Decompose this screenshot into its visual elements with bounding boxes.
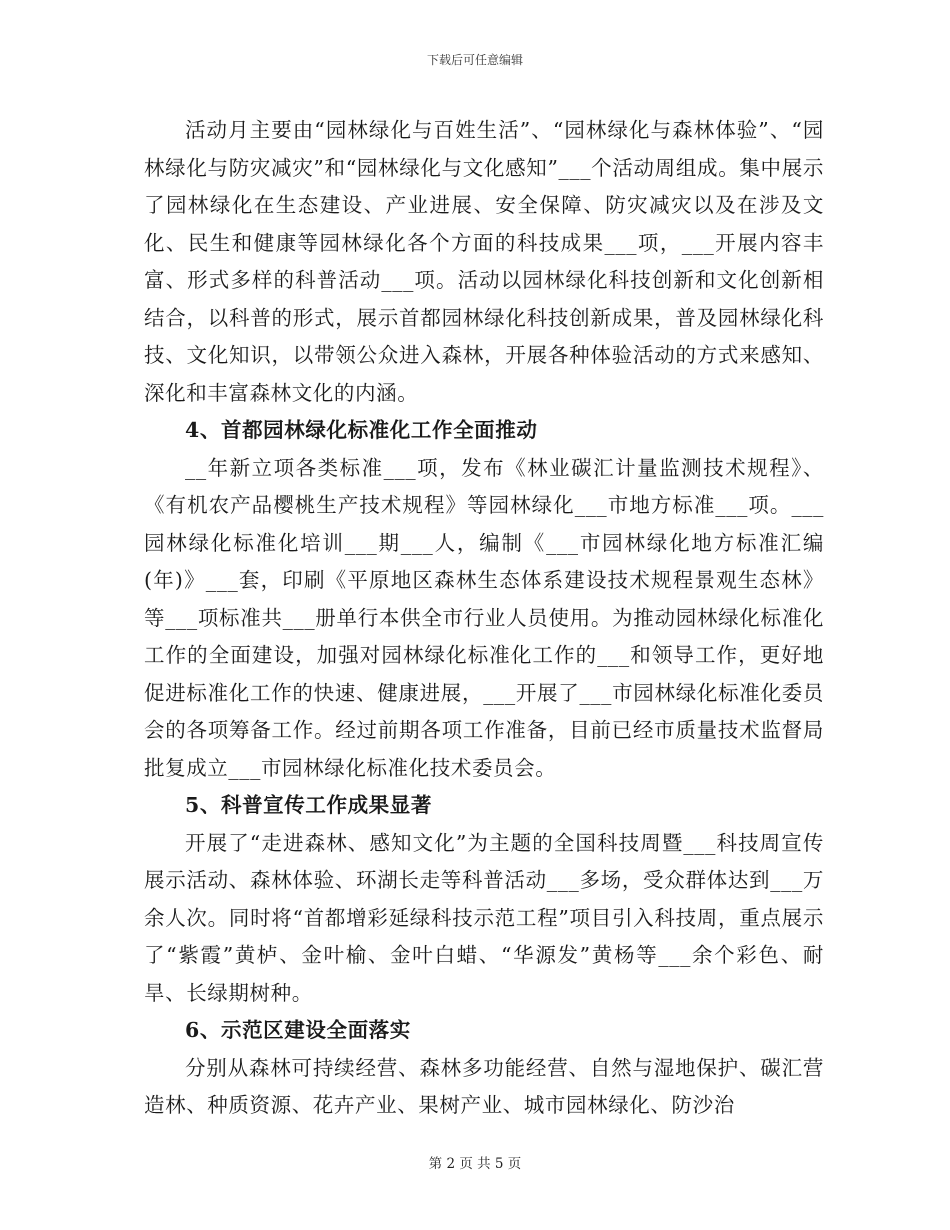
document-body [144, 112, 824, 1125]
paragraph-activity-month: 活动月主要由“园林绿化与百姓生活”、“园林绿化与森林体验”、“园林绿化与防灾减灾”和“园林绿化与文化感知”___个活动周组成。集中展示了园林绿化在生态建设、产业进展、安全保障、防灾减灾以及在涉及文化、民生和健康等园林绿化各个方面的科技成果___项，___开展内容丰富、形式多样的科普活动___项。活动以园林绿化科技创新和文化创新相结合，以科普的形式，展示首都园林绿化科技创新成果，普及园林绿化科技、文化知识，以带领公众进入森林，开展各种体验活动的方式来感知、深化和丰富森林文化的内涵。 [144, 118, 824, 405]
paragraph-demonstration-zone: 分别从森林可持续经营、森林多功能经营、自然与湿地保护、碳汇营造林、种质资源、花卉产业、果树产业、城市园林绿化、防沙治 [144, 1055, 824, 1117]
paragraph-standardization: __年新立项各类标准___项，发布《林业碳汇计量监测技术规程》、《有机农产品樱桃生产技术规程》等园林绿化___市地方标准___项。___园林绿化标准化培训___期___人，编制《___市园林绿化地方标准汇编(年)》___套，印刷《平原地区森林生态体系建设技术规程景观生态林》等___项标准共___册单行本供全市行业人员使用。为推动园林绿化标准化工作的全面建设，加强对园林绿化标准化工作的___和领导工作，更好地促进标准化工作的快速、健康进展，___开展了___市园林绿化标准化委员会的各项筹备工作。经过前期各项工作准备，目前已经市质量技术监督局批复成立___市园林绿化标准化技术委员会。 [144, 455, 824, 780]
section-heading-4: 4、首都园林绿化标准化工作全面推动 [185, 418, 538, 442]
page-header: 下载后可任意编辑 [426, 53, 523, 67]
page-number: 第 2 页 共 5 页 [428, 1156, 522, 1172]
section-heading-5: 5、科普宣传工作成果显著 [185, 793, 432, 817]
section-heading-6: 6、示范区建设全面落实 [185, 1018, 411, 1042]
paragraph-science-promotion: 开展了“走进森林、感知文化”为主题的全国科技周暨___科技周宣传展示活动、森林体验、环湖长走等科普活动___多场，受众群体达到___万余人次。同时将“首都增彩延绿科技示范工程”项目引入科技周，重点展示了“紫霞”黄栌、金叶榆、金叶白蜡、“华源发”黄杨等___余个彩色、耐旱、长绿期树种。 [144, 830, 824, 1005]
